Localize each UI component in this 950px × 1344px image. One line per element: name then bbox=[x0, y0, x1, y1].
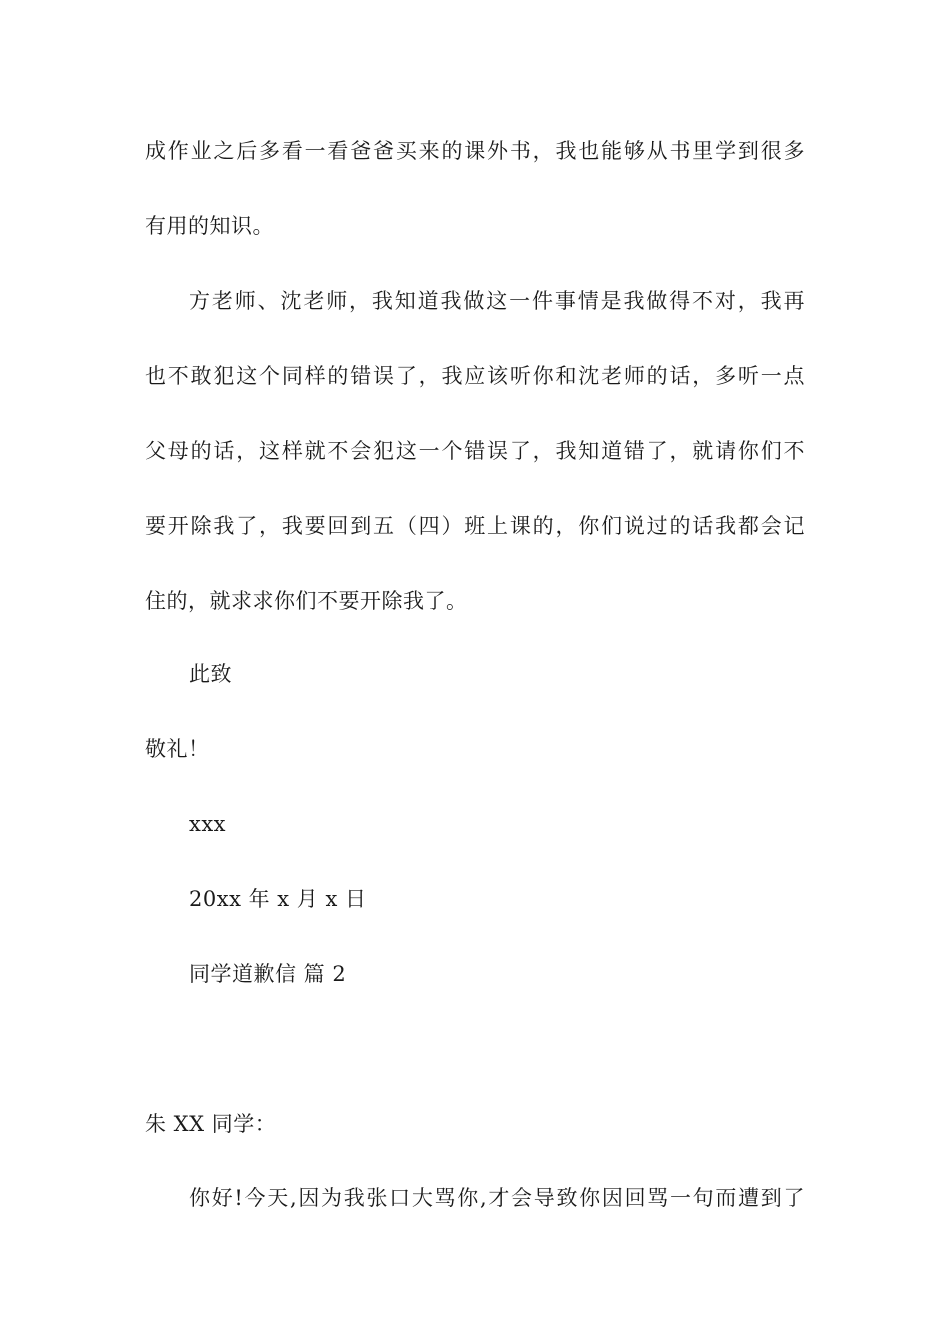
paragraph-line: 你好!今天,因为我张口大骂你,才会导致你因回骂一句而遭到了 bbox=[189, 1186, 805, 1210]
paragraph-line: 要开除我了，我要回到五（四）班上课的，你们说过的话我都会记 bbox=[145, 514, 805, 538]
paragraph-line: 住的，就求求你们不要开除我了。 bbox=[145, 589, 468, 613]
paragraph-line: 方老师、沈老师，我知道我做这一件事情是我做得不对，我再 bbox=[189, 289, 805, 313]
closing-salutation: 此致 bbox=[189, 662, 232, 686]
paragraph-line: 也不敢犯这个同样的错误了，我应该听你和沈老师的话，多听一点 bbox=[145, 364, 805, 388]
signature-name: xxx bbox=[189, 812, 227, 836]
section-title: 同学道歉信 篇 2 bbox=[189, 962, 347, 986]
letter-greeting: 朱 XX 同学： bbox=[145, 1112, 277, 1136]
paragraph-line: 有用的知识。 bbox=[145, 214, 274, 238]
paragraph-line: 成作业之后多看一看爸爸买来的课外书，我也能够从书里学到很多 bbox=[145, 139, 805, 163]
closing-regards: 敬礼！ bbox=[145, 737, 210, 761]
signature-date: 20xx 年 x 月 x 日 bbox=[189, 887, 367, 911]
paragraph-line: 父母的话，这样就不会犯这一个错误了，我知道错了，就请你们不 bbox=[145, 439, 805, 463]
